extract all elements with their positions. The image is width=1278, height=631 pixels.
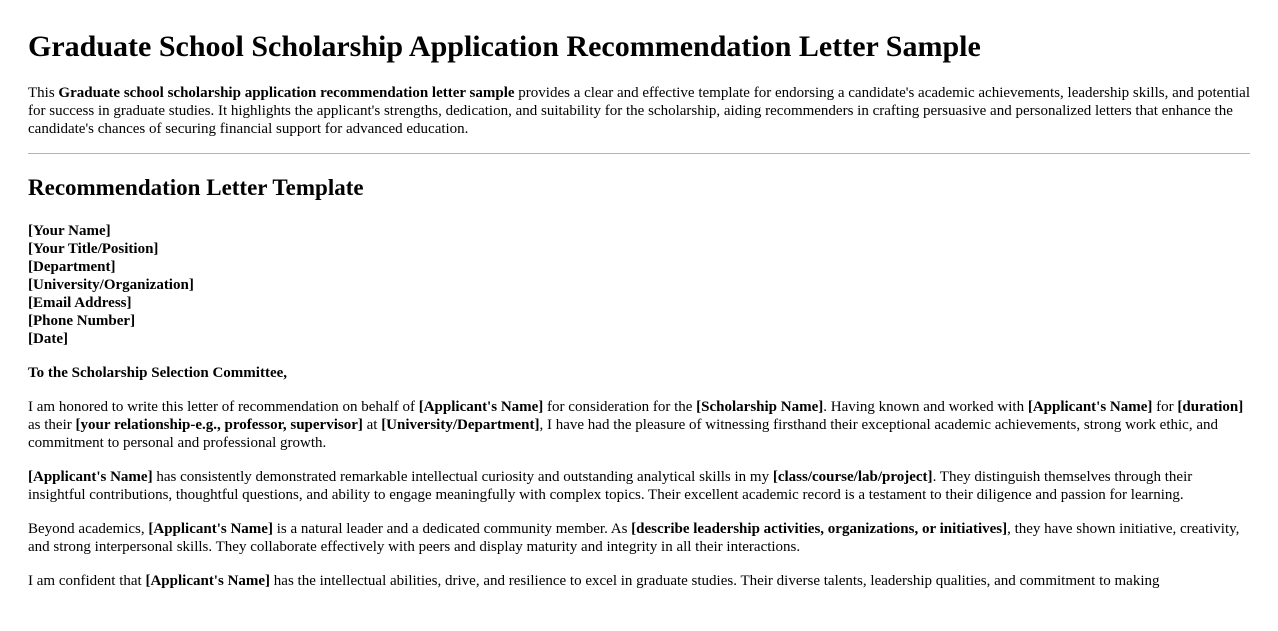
sender-title: [Your Title/Position] xyxy=(28,241,159,257)
placeholder-applicant-name: [Applicant's Name] xyxy=(145,573,271,589)
placeholder-duration: [duration] xyxy=(1177,399,1244,415)
text-run: . Having known and worked with xyxy=(823,399,1028,415)
placeholder-class-course: [class/course/lab/project] xyxy=(772,469,933,485)
text-run: as their xyxy=(28,417,76,433)
intro-paragraph xyxy=(28,84,1250,138)
text-run: has consistently demonstrated remarkable intellectual curiosity and outstanding analytical skills in my xyxy=(152,469,773,485)
sender-organization: [University/Organization] xyxy=(28,277,194,293)
intro-bold: Graduate school scholarship application recommendation letter sample xyxy=(58,85,515,101)
intro-lead: This xyxy=(28,85,59,101)
sender-block xyxy=(28,222,1250,348)
sender-name: [Your Name] xyxy=(28,223,111,239)
letter-paragraph-4 xyxy=(28,572,1250,590)
text-run: is a natural leader and a dedicated community member. As xyxy=(272,521,632,537)
text-run: has the intellectual abilities, drive, and resilience to excel in graduate studies. Their diverse talents, leadership qualities, and commitment to making xyxy=(270,573,1160,589)
page-title: Graduate School Scholarship Application Recommendation Letter Sample xyxy=(28,30,981,63)
text-run: , I have had the pleasure of witnessing firsthand their exceptional academic achievements, strong work ethic, and commitment to personal and professional growth. xyxy=(28,417,1218,451)
sender-department: [Department] xyxy=(28,259,116,275)
text-run: for xyxy=(1152,399,1178,415)
intro-rest: provides a clear and effective template for endorsing a candidate's academic achievements, leadership skills, and potential for success in graduate studies. It highlights the applicant's strengths, dedication, and suitability for the scholarship, aiding recommenders in crafting persuasive and personalized letters that enhance the candidate's chances of securing financial support for advanced education. xyxy=(28,85,1250,137)
text-run: , they have shown initiative, creativity, and strong interpersonal skills. They collaborate effectively with peers and display maturity and integrity in all their interactions. xyxy=(28,521,1240,555)
text-run: I am confident that xyxy=(28,573,146,589)
placeholder-applicant-name: [Applicant's Name] xyxy=(418,399,544,415)
placeholder-applicant-name: [Applicant's Name] xyxy=(1027,399,1153,415)
salutation: To the Scholarship Selection Committee, xyxy=(28,365,288,381)
text-run: at xyxy=(362,417,382,433)
text-run: . They distinguish themselves through their insightful contributions, thoughtful questions, and ability to engage meaningfully with complex topics. Their excellent academic record is a testament to their diligence and passion for learning. xyxy=(28,469,1193,503)
placeholder-university-department: [University/Department] xyxy=(381,417,540,433)
divider xyxy=(28,153,1250,154)
placeholder-relationship: [your relationship-e.g., professor, supervisor] xyxy=(75,417,363,433)
letter-paragraph-3 xyxy=(28,520,1250,556)
sender-email: [Email Address] xyxy=(28,295,132,311)
placeholder-leadership-activities: [describe leadership activities, organizations, or initiatives] xyxy=(631,521,1008,537)
text-run: for consideration for the xyxy=(543,399,697,415)
placeholder-scholarship-name: [Scholarship Name] xyxy=(696,399,824,415)
text-run: I am honored to write this letter of recommendation on behalf of xyxy=(28,399,419,415)
placeholder-applicant-name: [Applicant's Name] xyxy=(148,521,273,537)
sender-phone: [Phone Number] xyxy=(28,313,136,329)
text-run: Beyond academics, xyxy=(28,521,149,537)
document-page xyxy=(0,30,1278,590)
placeholder-applicant-name: [Applicant's Name] xyxy=(28,469,153,485)
letter-paragraph-2 xyxy=(28,468,1250,504)
section-heading: Recommendation Letter Template xyxy=(28,175,364,200)
letter-paragraph-1 xyxy=(28,398,1250,452)
sender-date: [Date] xyxy=(28,331,68,347)
